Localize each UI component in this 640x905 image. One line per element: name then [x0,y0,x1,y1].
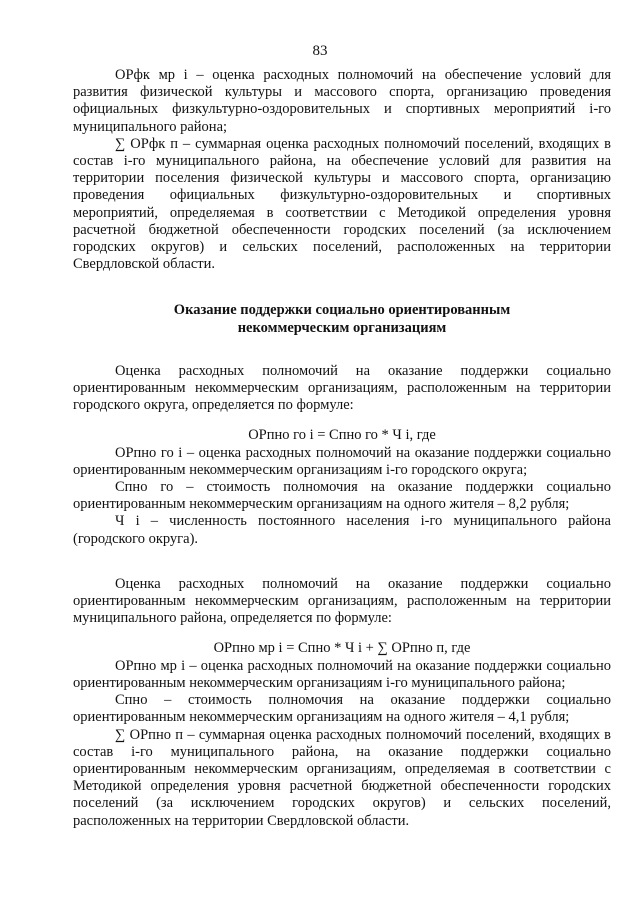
city-definition-1: ОРпно го i – оценка расходных полномочий на оказание поддержки социально ориентированным некоммерческим организациям i-го городского округа; [73,444,611,478]
city-definition-3: Ч i – численность постоянного населения i-го муниципального района (городского округа). [73,513,611,547]
district-formula: ОРпно мр i = Спно * Ч i + ∑ ОРпно п, где [213,640,471,657]
city-intro-paragraph: Оценка расходных полномочий на оказание поддержки социально ориентированным некоммерческим организациям, расположенным на территории городского округа, определяется по формуле: [73,362,611,414]
district-intro-paragraph: Оценка расходных полномочий на оказание поддержки социально ориентированным некоммерческим организациям, расположенным на территории муниципального района, определяется по формуле: [73,575,611,627]
intro-paragraph-1: ОРфк мр i – оценка расходных полномочий на обеспечение условий для развития физической культуры и массового спорта, организацию проведения официальных физкультурно-оздоровительных и спортивных мероприятий i-го муниципального района; [73,67,611,135]
document-body [73,67,611,830]
page-number: 83 [312,43,328,59]
city-definition-2: Спно го – стоимость полномочия на оказание поддержки социально ориентированным некоммерческим организациям на одного жителя – 8,2 рубля; [73,479,611,513]
city-formula: ОРпно го i = Спно го * Ч i, где [248,427,436,444]
section-title-line-2: некоммерческим организациям [237,319,447,336]
district-definition-2: Спно – стоимость полномочия на оказание поддержки социально ориентированным некоммерческим организациям на одного жителя – 4,1 рубля; [73,692,611,726]
intro-paragraph-2: ∑ ОРфк п – суммарная оценка расходных полномочий поселений, входящих в состав i-го муниципального района, на обеспечение условий для развития на территории поселения физической культуры и массового спорта, организацию проведения официальных физкультурно-оздоровительных и спортивных мероприятий, определяемая в соответствии с Методикой определения уровня расчетной бюджетной обеспеченности городских поселений (за исключением городских округов) и сельских поселений, расположенных на территории Свердловской области. [73,135,611,273]
district-definition-1: ОРпно мр i – оценка расходных полномочий на оказание поддержки социально ориентированным некоммерческим организациям i-го муниципального района; [73,657,611,691]
section-title-line-1: Оказание поддержки социально ориентированным [173,302,511,319]
district-definition-3: ∑ ОРпно п – суммарная оценка расходных полномочий поселений, входящих в состав i-го муниципального района, на оказание поддержки социально ориентированным некоммерческим организациям, определяемая в соответствии с Методикой определения уровня расчетной бюджетной обеспеченности городских поселений (за исключением городских округов) и сельских поселений, расположенных на территории Свердловской области. [73,726,611,829]
